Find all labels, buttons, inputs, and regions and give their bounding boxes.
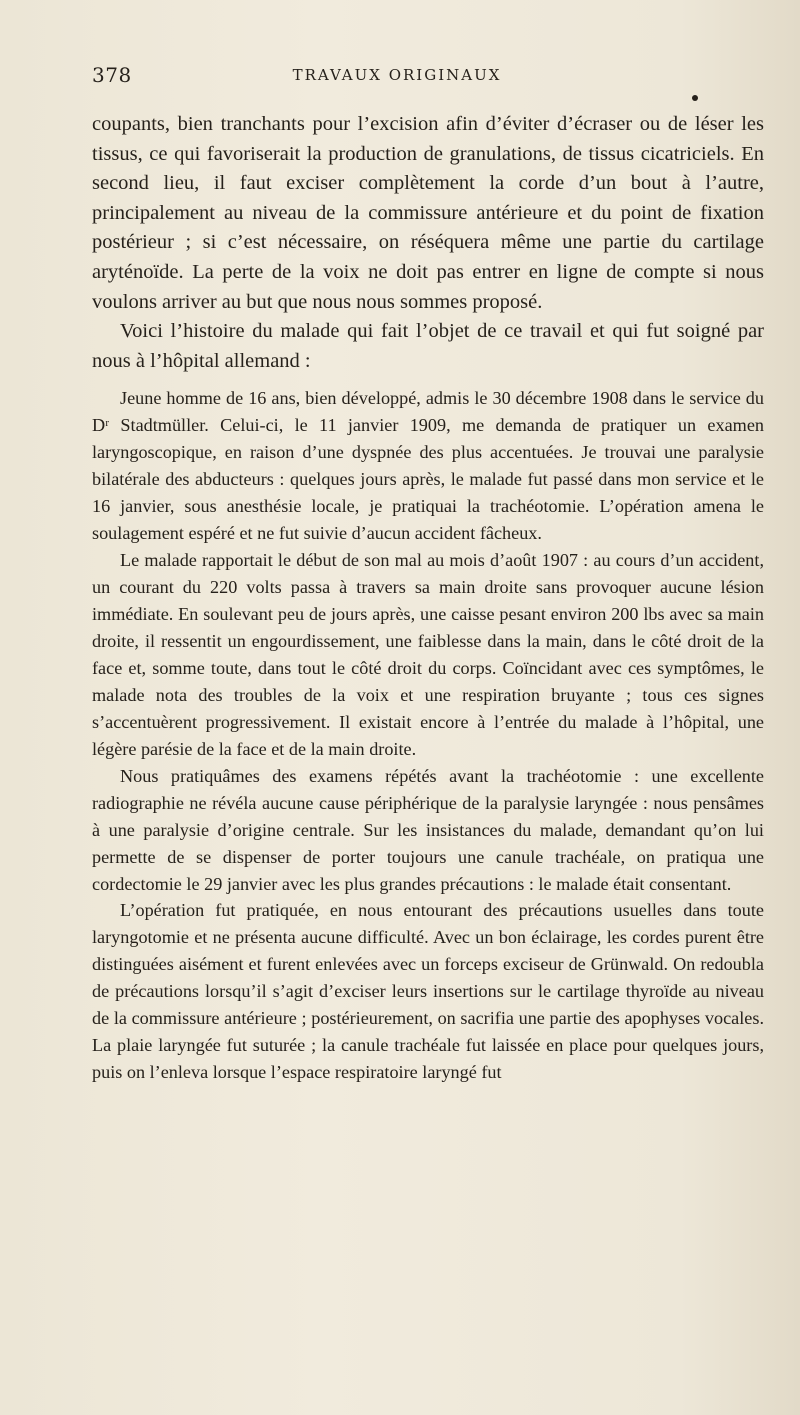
paragraph: coupants, bien tranchants pour l’excision afin d’éviter d’écraser ou de léser les tissus, ce qui favoriserait la production de granulations, de tissus cicatriciels. En second lieu, il faut exciser complètement la corde d’un bout à l’autre, principalement au niveau de la commissure antérieure et du point de fixation postérieur ; si c’est nécessaire, on réséquera même une partie du cartilage aryténoïde. La perte de la voix ne doit pas entrer en ligne de compte si nous voulons arriver au but que nous nous sommes proposé. [92,113,764,313]
article-body [92,110,764,1086]
paragraph: Jeune homme de 16 ans, bien développé, admis le 30 décembre 1908 dans le service du Dʳ Stadtmüller. Celui-ci, le 11 janvier 1909, me demanda de pratiquer un examen laryngoscopique, en raison d’une dyspnée des plus accentuées. Je trouvai une paralysie bilatérale des abducteurs : quelques jours après, le malade fut passé dans mon service et le 16 janvier, sous anesthésie locale, je pratiquai la trachéotomie. L’opération amena le soulagement espéré et ne fut suivie d’aucun accident fâcheux. [92,388,764,544]
page-header [92,63,702,89]
margin-dot-mark [692,95,698,101]
paragraph: L’opération fut pratiquée, en nous entourant des précautions usuelles dans toute laryngotomie et ne présenta aucune difficulté. Avec un bon éclairage, les cordes purent être distinguées aisément et furent enlevées avec un forceps exciseur de Grünwald. On redoubla de précautions lorsqu’il s’agit d’exciser leurs insertions sur le cartilage thyroïde au niveau de la commissure antérieure ; postérieurement, on sacrifia une partie des apophyses vocales. La plaie laryngée fut suturée ; la canule trachéale fut laissée en place pour quelques jours, puis on l’enleva lorsque l’espace respiratoire laryngé fut [92,900,764,1083]
case-history-section [92,385,764,1086]
paragraph: Le malade rapportait le début de son mal au mois d’août 1907 : au cours d’un accident, un courant du 220 volts passa à travers sa main droite sans provoquer aucune lésion immédiate. En soulevant peu de jours après, une caisse pesant environ 200 lbs avec sa main droite, il ressentit un engourdissement, une faiblesse dans la main, dans le côté droit de la face et, somme toute, dans tout le côté droit du corps. Coïncidant avec ces symptômes, le malade nota des troubles de la voix et une respiration bruyante ; tous ces signes s’accentuèrent progressivement. Il existait encore à l’entrée du malade à l’hôpital, une légère parésie de la face et de la main droite. [92,550,764,759]
paragraph: Voici l’histoire du malade qui fait l’objet de ce travail et qui fut soigné par nous à l’hôpital allemand : [92,320,764,372]
intro-section [92,110,764,376]
page-number: 378 [92,63,132,87]
paragraph: Nous pratiquâmes des examens répétés avant la trachéotomie : une excellente radiographie ne révéla aucune cause périphérique de la paralysie laryngée : nous pensâmes à une paralysie d’origine centrale. Sur les insistances du malade, demandant qu’on lui permette de se dispenser de porter toujours une canule trachéale, on pratiqua une cordectomie le 29 janvier avec les plus grandes précautions : le malade était consentant. [92,765,764,894]
running-head: TRAVAUX ORIGINAUX [292,66,502,84]
